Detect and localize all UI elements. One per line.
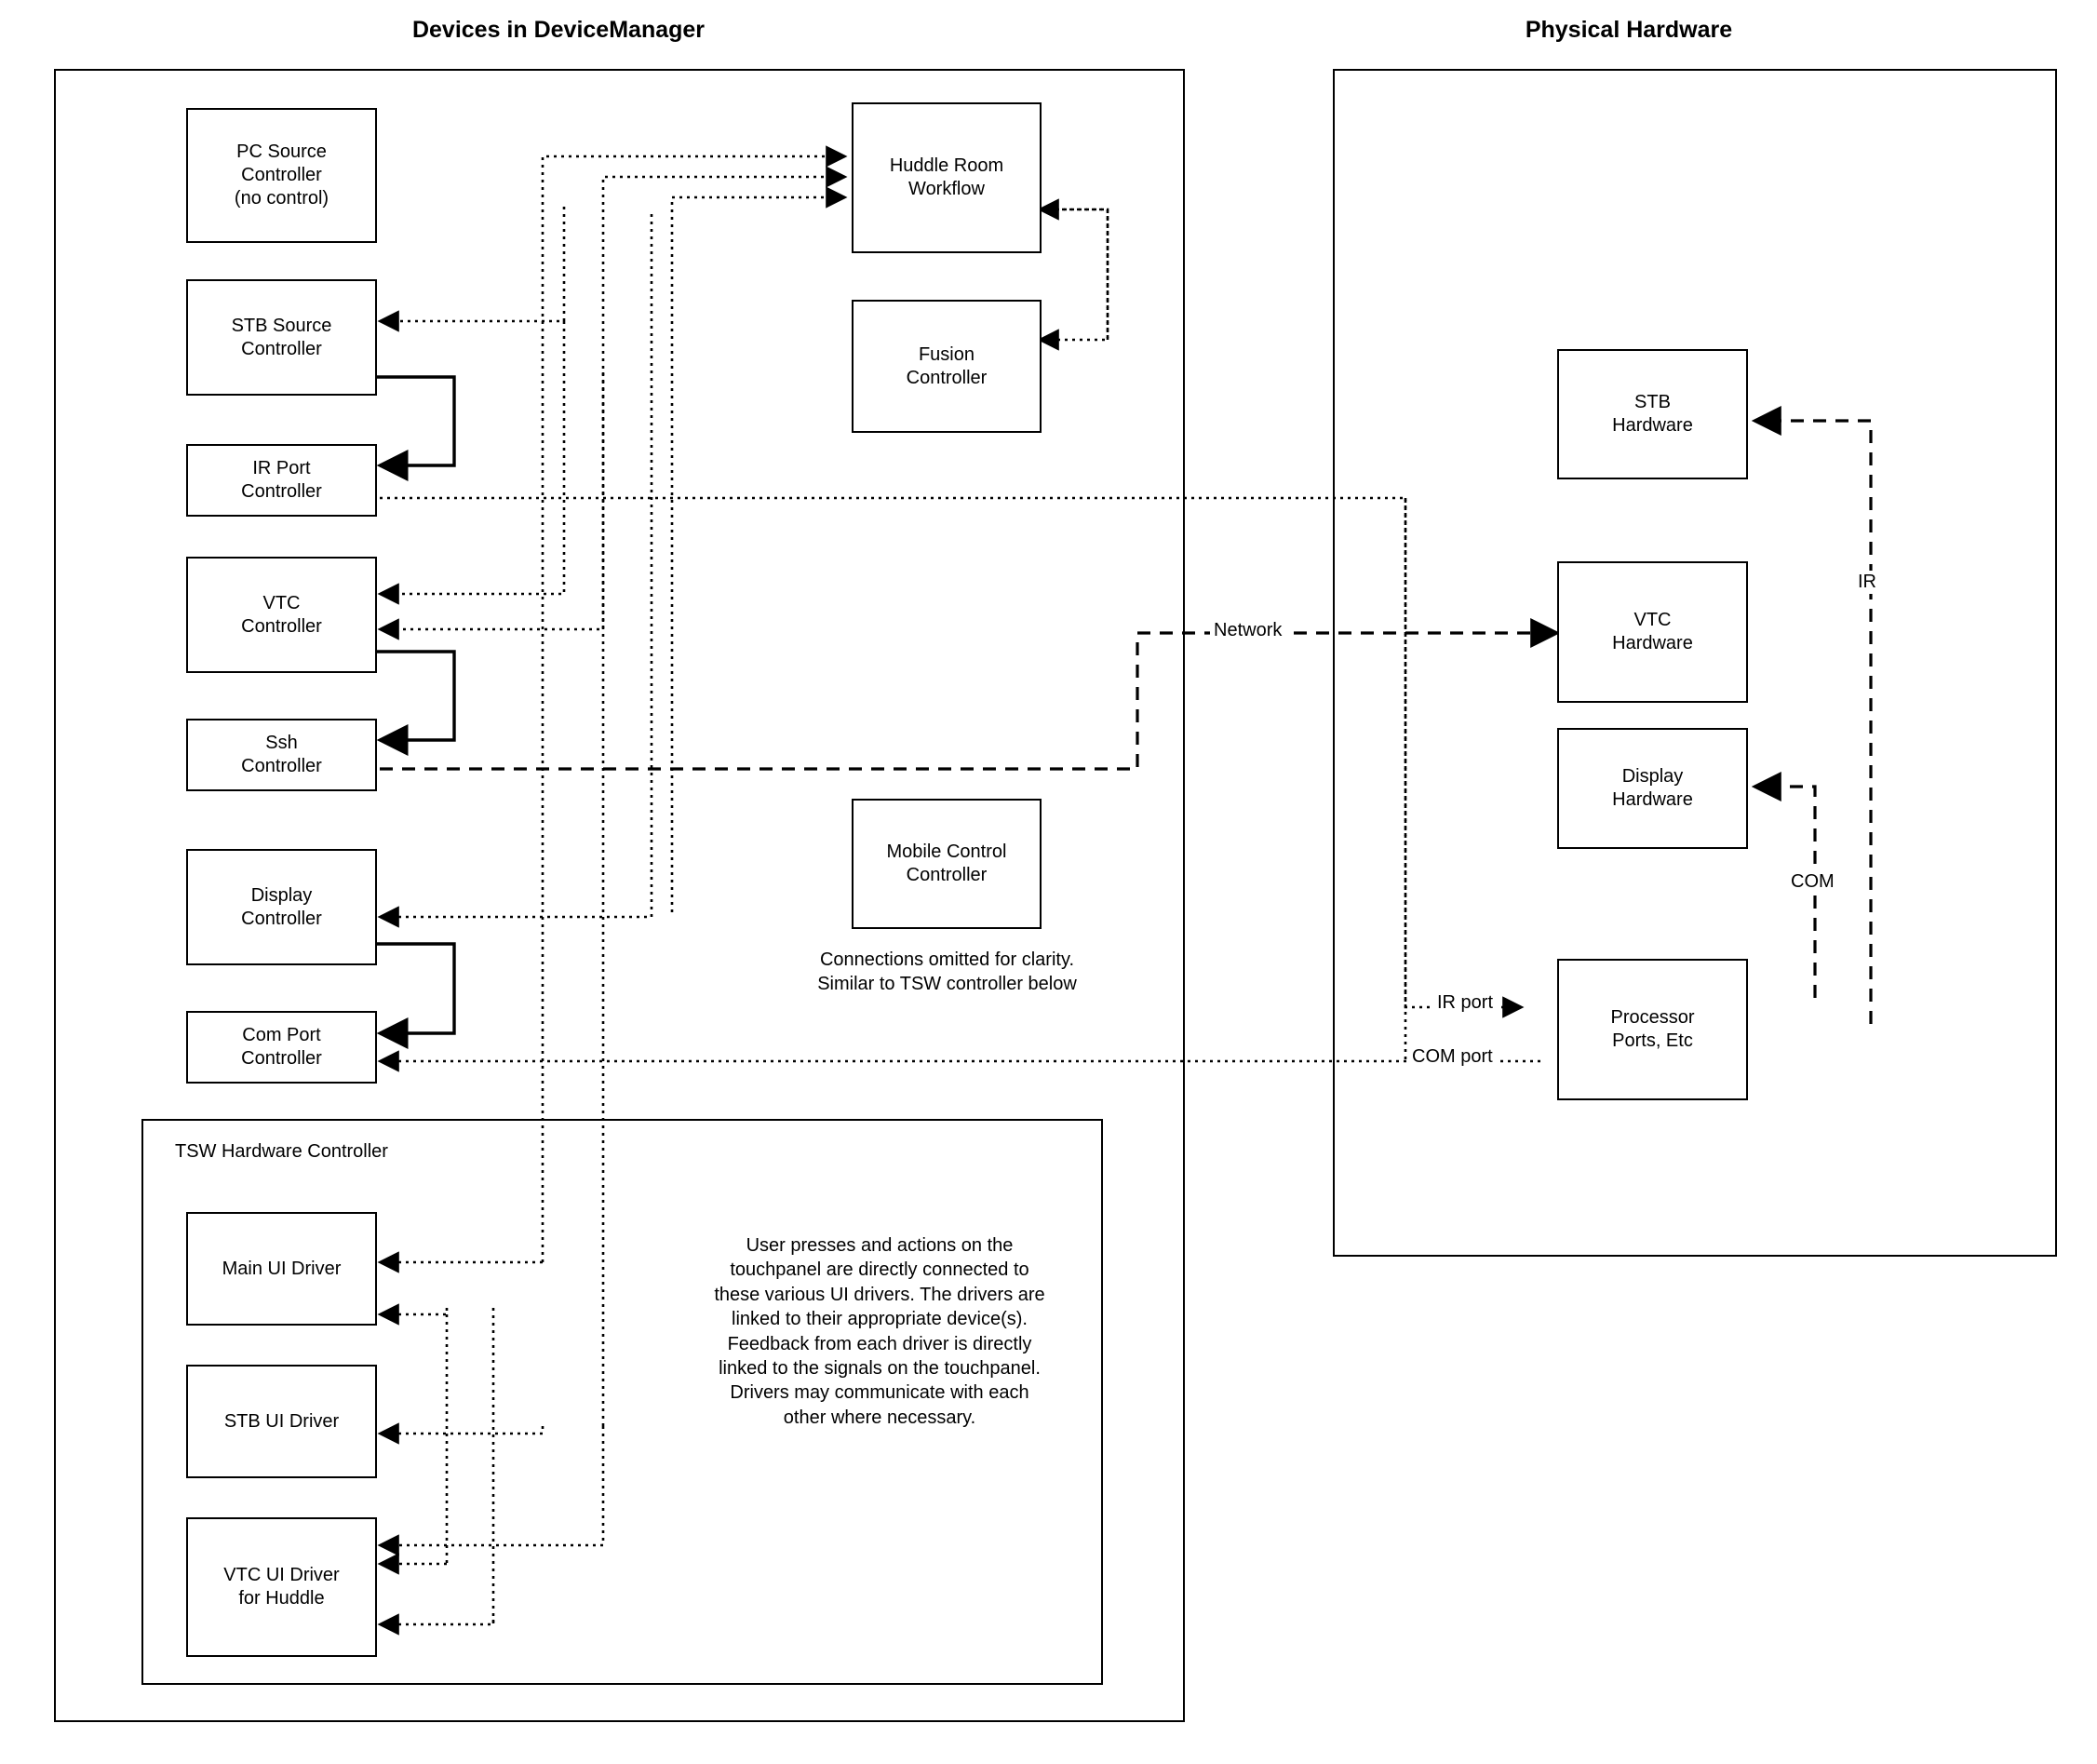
tsw-group-label-line: Controller [307, 1141, 388, 1162]
node-label: Fusion [918, 343, 975, 365]
node-label: PC Source [236, 141, 327, 162]
node-stb-ui-driver[interactable] [186, 1365, 377, 1478]
node-com-port-controller[interactable] [186, 1011, 377, 1084]
node-label: Controller [241, 165, 322, 185]
node-label: IR Port [252, 458, 311, 478]
node-label: Main UI Driver [222, 1258, 342, 1279]
node-label: Hardware [1612, 415, 1693, 436]
node-label: Controller [241, 1048, 322, 1069]
edge-label-network: Network [1210, 619, 1285, 642]
note-mobile-control [810, 948, 1084, 997]
node-label: Mobile Control [886, 842, 1007, 862]
node-label: VTC UI Driver [223, 1565, 340, 1585]
note-line: Connections omitted for [819, 949, 1017, 970]
node-label: STB [1634, 392, 1671, 412]
node-label: Workflow [908, 179, 985, 199]
node-label: Huddle Room [889, 155, 1004, 176]
edge-label-com: COM [1787, 870, 1838, 894]
edge-label-com-port: COM port [1408, 1045, 1497, 1069]
node-label: Processor [1610, 1007, 1695, 1028]
node-vtc-controller[interactable] [186, 557, 377, 673]
node-label: VTC [262, 592, 301, 613]
node-label: Hardware [1612, 789, 1693, 810]
node-label: Controller [906, 367, 988, 388]
node-label: Controller [241, 615, 322, 637]
node-label: Display [1621, 766, 1684, 787]
edge-label-ir: IR [1854, 571, 1880, 594]
node-huddle-room-workflow[interactable] [852, 102, 1042, 253]
note-line: controller below [946, 974, 1077, 995]
node-stb-source-controller[interactable] [186, 279, 377, 396]
note-tsw-description [712, 1233, 1047, 1430]
node-label: Display [250, 884, 313, 906]
node-vtc-hardware[interactable] [1557, 561, 1748, 703]
node-processor-ports[interactable] [1557, 959, 1748, 1100]
node-vtc-ui-driver[interactable] [186, 1517, 377, 1657]
tsw-group-label-line: TSW Hardware [175, 1141, 302, 1162]
node-label: STB Source [231, 315, 332, 336]
tsw-group-label [175, 1140, 417, 1164]
page-title-right: Physical Hardware [1525, 17, 1733, 43]
node-label: Ports, Etc [1612, 1030, 1693, 1051]
node-display-hardware[interactable] [1557, 728, 1748, 849]
node-label: Controller [241, 756, 322, 776]
note-line: clarity. Similar to TSW [817, 949, 1075, 995]
node-ir-port-controller[interactable] [186, 444, 377, 517]
note-text: User presses and actions on the touchpanel are directly connected to these various UI drivers. The drivers are linked to their appropriate device(s). Feedback from each driver is directly linked to the signals on the touchpanel. Drivers may communicate with each other where necessary. [714, 1235, 1045, 1428]
node-label: Ssh [265, 733, 298, 753]
node-pc-source-controller[interactable] [186, 108, 377, 243]
node-label: STB UI Driver [223, 1410, 340, 1432]
node-display-controller[interactable] [186, 849, 377, 965]
node-label: (no control) [234, 188, 329, 209]
node-label: Hardware [1612, 633, 1693, 653]
node-label: Controller [241, 481, 322, 502]
node-label: Controller [241, 908, 322, 929]
page-title-left: Devices in DeviceManager [411, 17, 706, 43]
node-mobile-control-controller[interactable] [852, 799, 1042, 929]
node-label: for Huddle [238, 1588, 325, 1609]
node-label: Com Port [242, 1025, 321, 1045]
node-label: Controller [906, 865, 988, 885]
node-fusion-controller[interactable] [852, 300, 1042, 433]
node-stb-hardware[interactable] [1557, 349, 1748, 479]
node-main-ui-driver[interactable] [186, 1212, 377, 1326]
edge-label-ir-port: IR port [1433, 991, 1497, 1015]
node-ssh-controller[interactable] [186, 719, 377, 791]
node-label: Controller [241, 338, 322, 359]
node-label: VTC [1633, 610, 1672, 630]
